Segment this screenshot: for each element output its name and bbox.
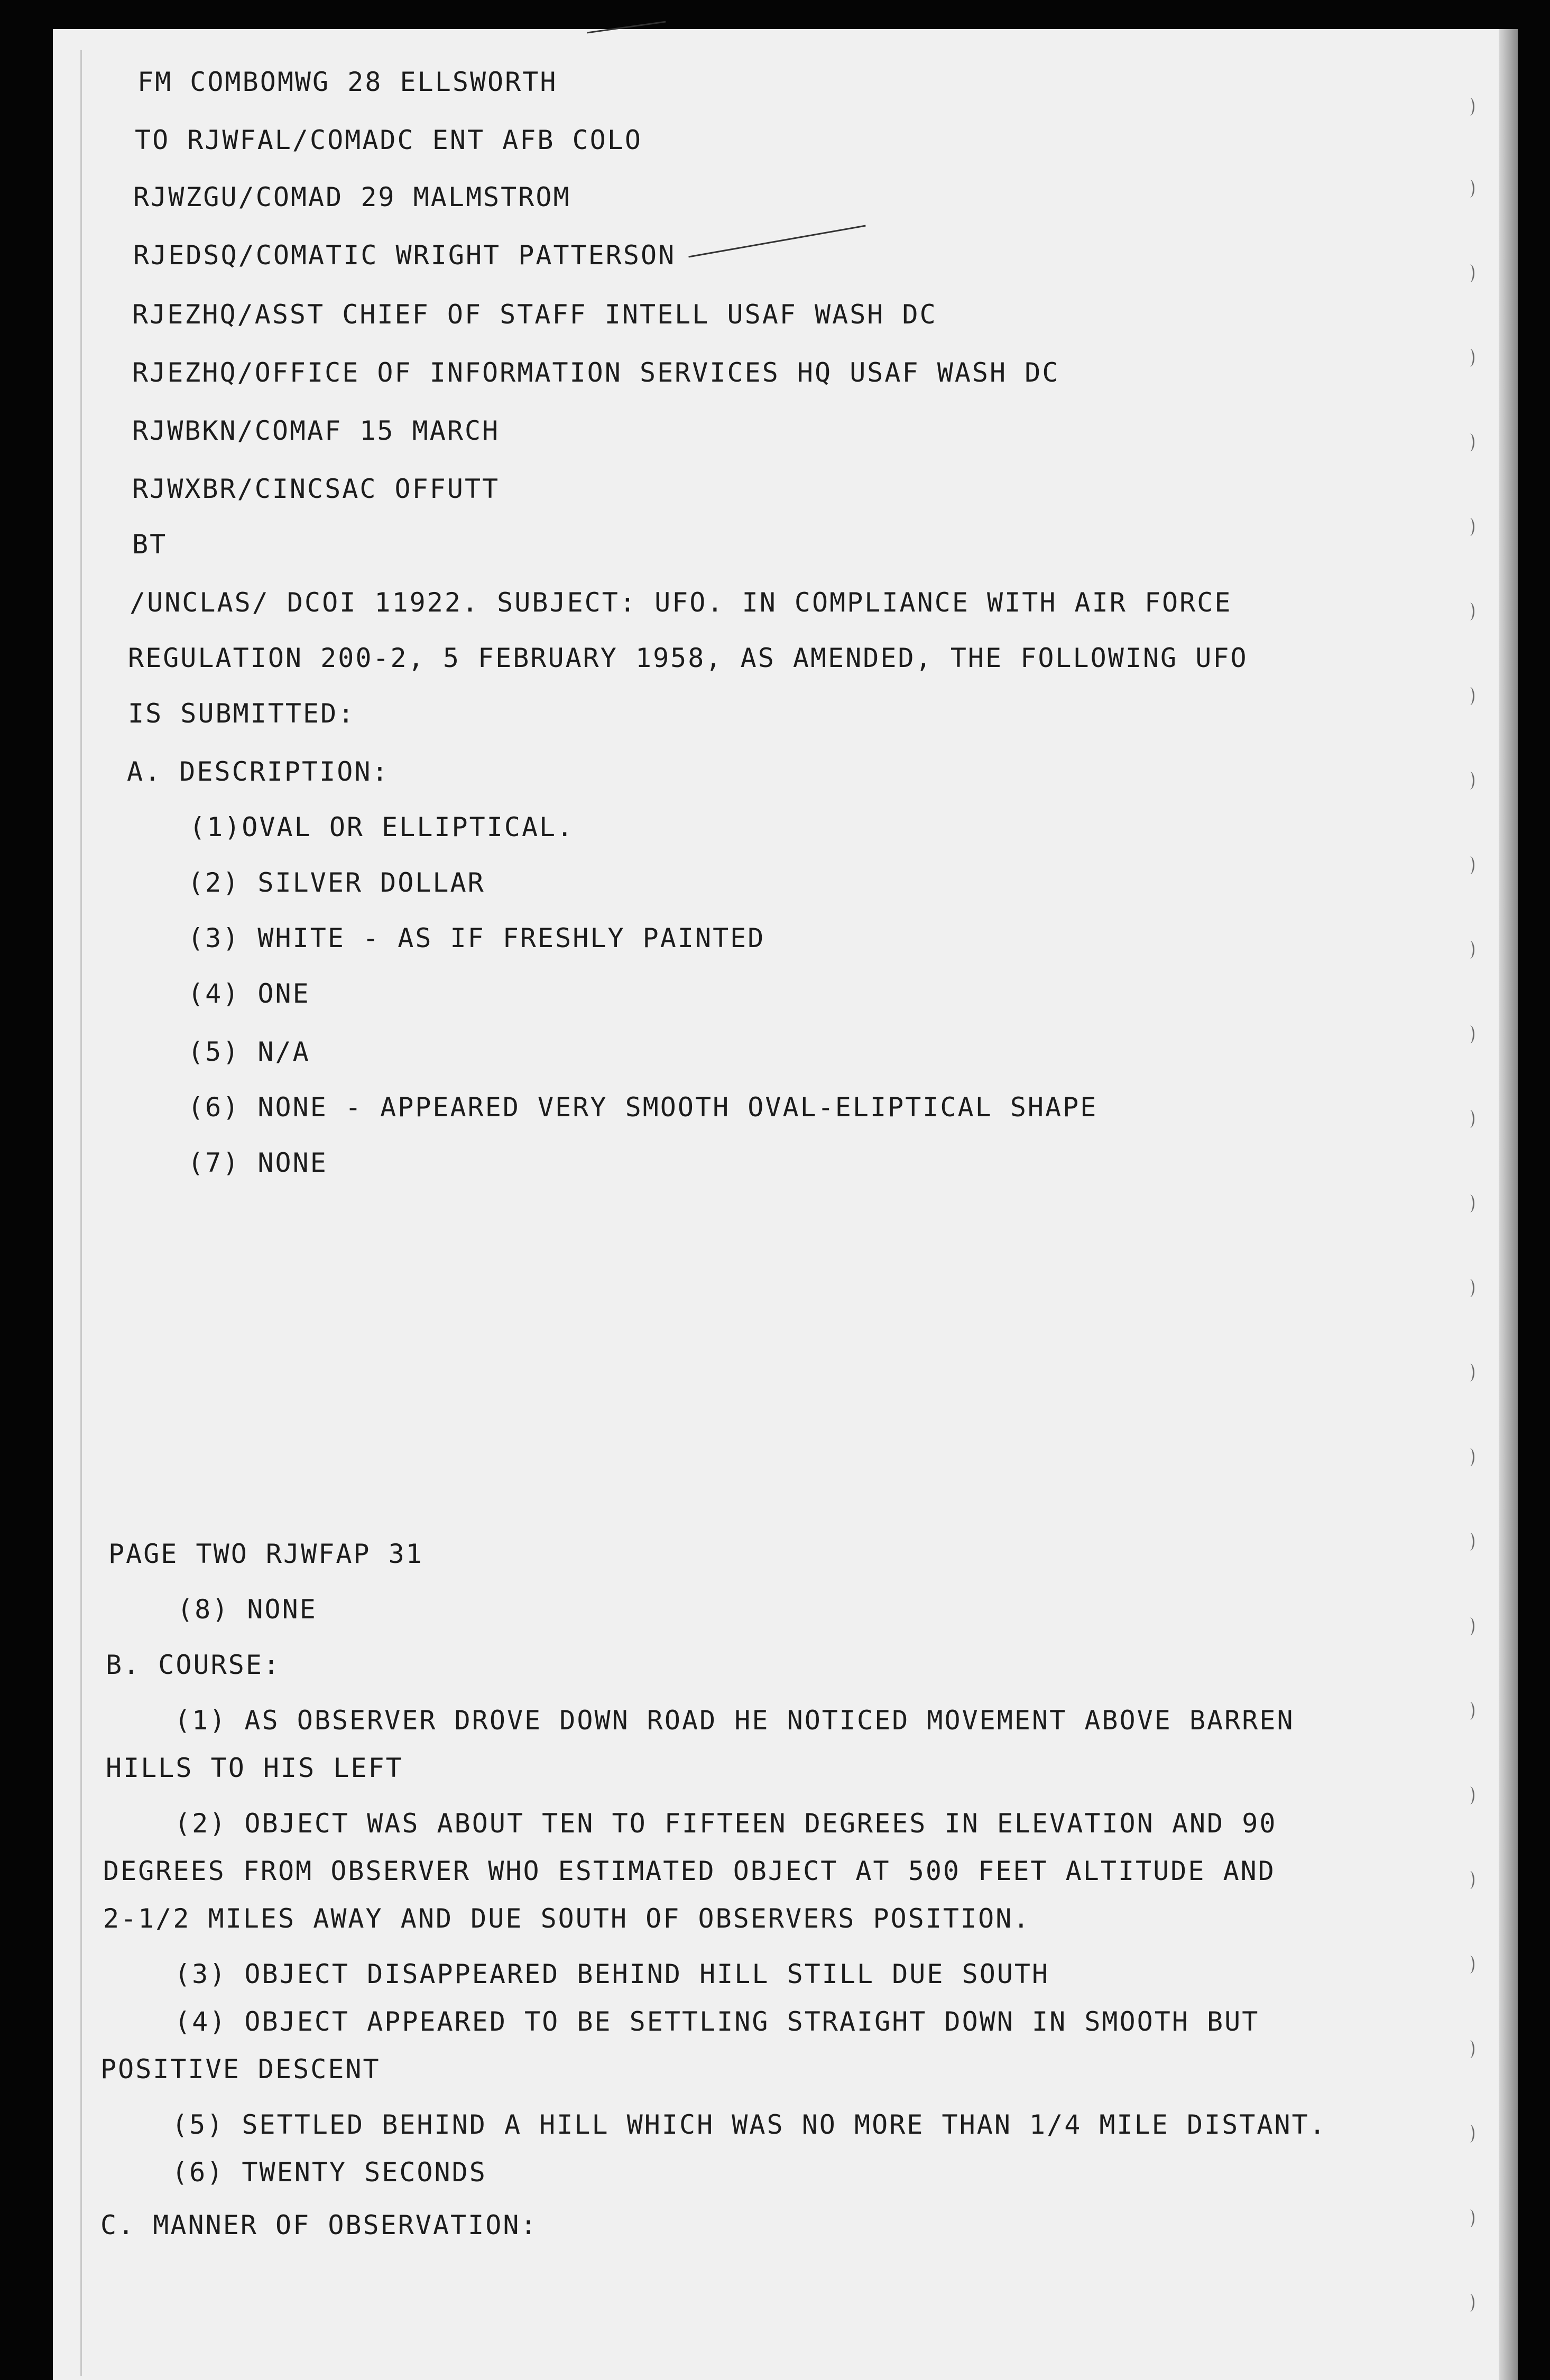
page-two-heading: PAGE TWO RJWFAP 31 [108, 1539, 423, 1569]
header-line-addressee: RJWZGU/COMAD 29 MALMSTROM [133, 182, 571, 212]
intro-line: REGULATION 200-2, 5 FEBRUARY 1958, AS AMENDED, THE FOLLOWING UFO [128, 643, 1248, 673]
perforation-mark [1465, 2294, 1474, 2312]
perforation-mark [1465, 518, 1474, 536]
perforation-mark [1465, 2040, 1474, 2058]
header-line-to: TO RJWFAL/COMADC ENT AFB COLO [135, 125, 642, 155]
section-b-line: (5) SETTLED BEHIND A HILL WHICH WAS NO MORE THAN 1/4 MILE DISTANT. [172, 2109, 1327, 2140]
teletype-document [53, 29, 1499, 2380]
section-b-line: HILLS TO HIS LEFT [106, 1753, 403, 1783]
perforation-mark [1465, 772, 1474, 790]
perforation-mark [1465, 603, 1474, 621]
perforation-mark [1465, 1448, 1474, 1466]
intro-line: IS SUBMITTED: [128, 698, 356, 729]
perforation-mark [1465, 180, 1474, 198]
perforation-mark [1465, 1617, 1474, 1635]
perforation-mark [1465, 941, 1474, 959]
perforation-mark [1465, 1871, 1474, 1889]
intro-line: /UNCLAS/ DCOI 11922. SUBJECT: UFO. IN COMPLIANCE WITH AIR FORCE [130, 587, 1232, 618]
section-b-line: (6) TWENTY SECONDS [172, 2157, 487, 2188]
section-a-item: (5) N/A [188, 1036, 310, 1067]
section-a-item: (2) SILVER DOLLAR [188, 867, 485, 898]
perforation-mark [1465, 2209, 1474, 2227]
pen-stroke [587, 21, 666, 34]
perforation-mark [1465, 349, 1474, 367]
section-b-line: POSITIVE DESCENT [100, 2054, 381, 2085]
pen-stroke [688, 225, 865, 258]
perforation-mark [1465, 433, 1474, 451]
header-line-addressee: RJEDSQ/COMATIC WRIGHT PATTERSON [133, 240, 676, 271]
perforation-mark [1465, 1110, 1474, 1128]
section-b-heading: B. COURSE: [106, 1650, 281, 1680]
perforation-mark [1465, 1364, 1474, 1382]
header-line-from: FM COMBOMWG 28 ELLSWORTH [137, 67, 558, 97]
left-margin-line [80, 50, 82, 2376]
section-b-line: (4) OBJECT APPEARED TO BE SETTLING STRAIGHT DOWN IN SMOOTH BUT [174, 2006, 1260, 2037]
section-a-item: (3) WHITE - AS IF FRESHLY PAINTED [188, 923, 765, 953]
section-a-item: (8) NONE [177, 1594, 317, 1625]
perforation-mark [1465, 2125, 1474, 2143]
perforation-mark [1465, 687, 1474, 705]
section-a-heading: A. DESCRIPTION: [127, 756, 390, 787]
section-b-line: DEGREES FROM OBSERVER WHO ESTIMATED OBJECT AT 500 FEET ALTITUDE AND [103, 1856, 1276, 1886]
perforation-mark [1465, 1025, 1474, 1043]
section-a-item: (4) ONE [188, 978, 310, 1009]
section-b-line: (3) OBJECT DISAPPEARED BEHIND HILL STILL DUE SOUTH [174, 1959, 1050, 1989]
perforation-mark [1465, 1786, 1474, 1804]
header-line-addressee: RJEZHQ/OFFICE OF INFORMATION SERVICES HQ USAF WASH DC [132, 357, 1060, 388]
header-line-addressee: RJEZHQ/ASST CHIEF OF STAFF INTELL USAF WASH DC [132, 299, 937, 330]
perforation-mark [1465, 1279, 1474, 1297]
header-line-addressee: RJWBKN/COMAF 15 MARCH [132, 415, 500, 446]
section-a-item: (7) NONE [188, 1147, 328, 1178]
perforation-mark [1465, 1702, 1474, 1720]
section-a-item: (1)OVAL OR ELLIPTICAL. [189, 812, 575, 842]
section-c-heading: C. MANNER OF OBSERVATION: [100, 2210, 538, 2240]
perforation-mark [1465, 1194, 1474, 1212]
section-b-line: 2-1/2 MILES AWAY AND DUE SOUTH OF OBSERVERS POSITION. [103, 1903, 1031, 1934]
section-a-item: (6) NONE - APPEARED VERY SMOOTH OVAL-ELIPTICAL SHAPE [188, 1092, 1098, 1123]
perforation-mark [1465, 98, 1474, 116]
perforation-mark [1465, 1533, 1474, 1551]
section-b-line: (2) OBJECT WAS ABOUT TEN TO FIFTEEN DEGREES IN ELEVATION AND 90 [174, 1808, 1277, 1839]
break-marker: BT [132, 529, 168, 560]
header-line-addressee: RJWXBR/CINCSAC OFFUTT [132, 474, 500, 504]
perforation-mark [1465, 856, 1474, 874]
perforation-mark [1465, 264, 1474, 282]
perforation-mark [1465, 1956, 1474, 1974]
section-b-line: (1) AS OBSERVER DROVE DOWN ROAD HE NOTICED MOVEMENT ABOVE BARREN [174, 1705, 1295, 1736]
